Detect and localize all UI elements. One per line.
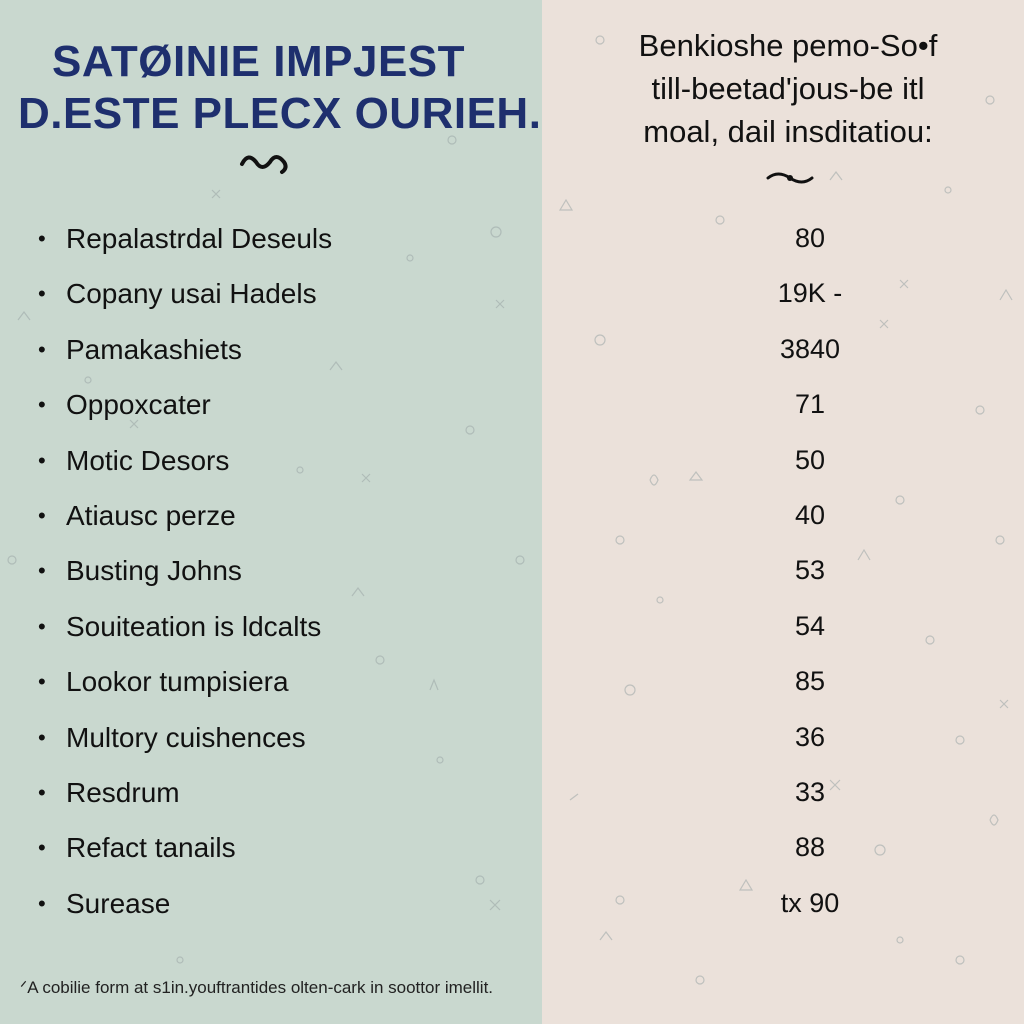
bullet: • [38,281,46,307]
item-label: Copany usai Hadels [66,278,317,310]
item-value: 80 [794,223,826,253]
divider-ornament-icon [766,170,814,186]
right-title-line-1: Benkioshe pemo-So•f [638,28,938,63]
item-label: Pamakashiets [66,333,242,365]
left-title-line-2: D.ESTE PLECX OURIEH. [18,89,542,138]
item-label: Souiteation is ldcalts [66,610,322,642]
bullet: • [38,724,46,750]
list-item [0,543,1024,598]
item-value: 36 [794,721,826,752]
list-item [0,322,1024,377]
list-item [0,876,1024,931]
right-title-line-3: moal, dail insditatiou: [643,114,933,149]
list-item [0,488,1024,543]
item-label: Motic Desors [66,444,230,476]
bullet: • [38,835,46,861]
bullet: • [38,613,46,639]
item-label: Surease [66,887,171,919]
right-title-line-2: till-beetad'jous-be itl [651,71,925,106]
bullet: • [38,392,46,418]
item-label: Lookor tumpisiera [66,666,289,698]
list-item [0,710,1024,765]
right-title [560,24,1016,153]
left-title [18,36,542,140]
item-value: 40 [794,499,826,530]
item-value: 3840 [779,333,841,364]
item-value: 19K - [777,278,843,309]
bullet: • [38,779,46,805]
item-value: 54 [794,610,826,641]
item-label: Multory cuishences [66,721,306,753]
list-item [0,599,1024,654]
bullet: • [38,890,46,916]
item-value: 50 [794,444,826,475]
item-value: tx 90 [780,887,840,918]
list-item [0,765,1024,820]
item-label: Resdrum [66,776,180,808]
item-label: Busting Johns [66,555,242,587]
stats-list [0,211,1024,931]
bullet: • [38,226,46,251]
item-value: 85 [794,666,826,697]
list-item [0,377,1024,432]
bullet: • [38,558,46,584]
list-item [0,211,1024,266]
item-label: Atiausc perze [66,499,236,531]
item-label: Refact tanails [66,832,236,864]
left-title-line-1: SATØINIE IMPJEST [52,37,466,86]
item-label: Oppoxcater [66,389,211,421]
bullet: • [38,502,46,528]
list-item [0,433,1024,488]
item-label: Repalastrdal Deseuls [66,223,333,254]
item-value: 33 [794,776,826,807]
list-item [0,820,1024,875]
list-item [0,266,1024,321]
bullet: • [38,336,46,362]
item-value: 71 [794,389,826,420]
swirl-ornament-icon [238,150,290,178]
item-value: 53 [794,555,826,586]
bullet: • [38,669,46,695]
list-item [0,654,1024,709]
bullet: • [38,447,46,473]
item-value: 88 [794,832,826,863]
footer-note: ᐟA cobilie form at s1in.youftrantides olten-cark in soottor imellit. [20,978,494,997]
